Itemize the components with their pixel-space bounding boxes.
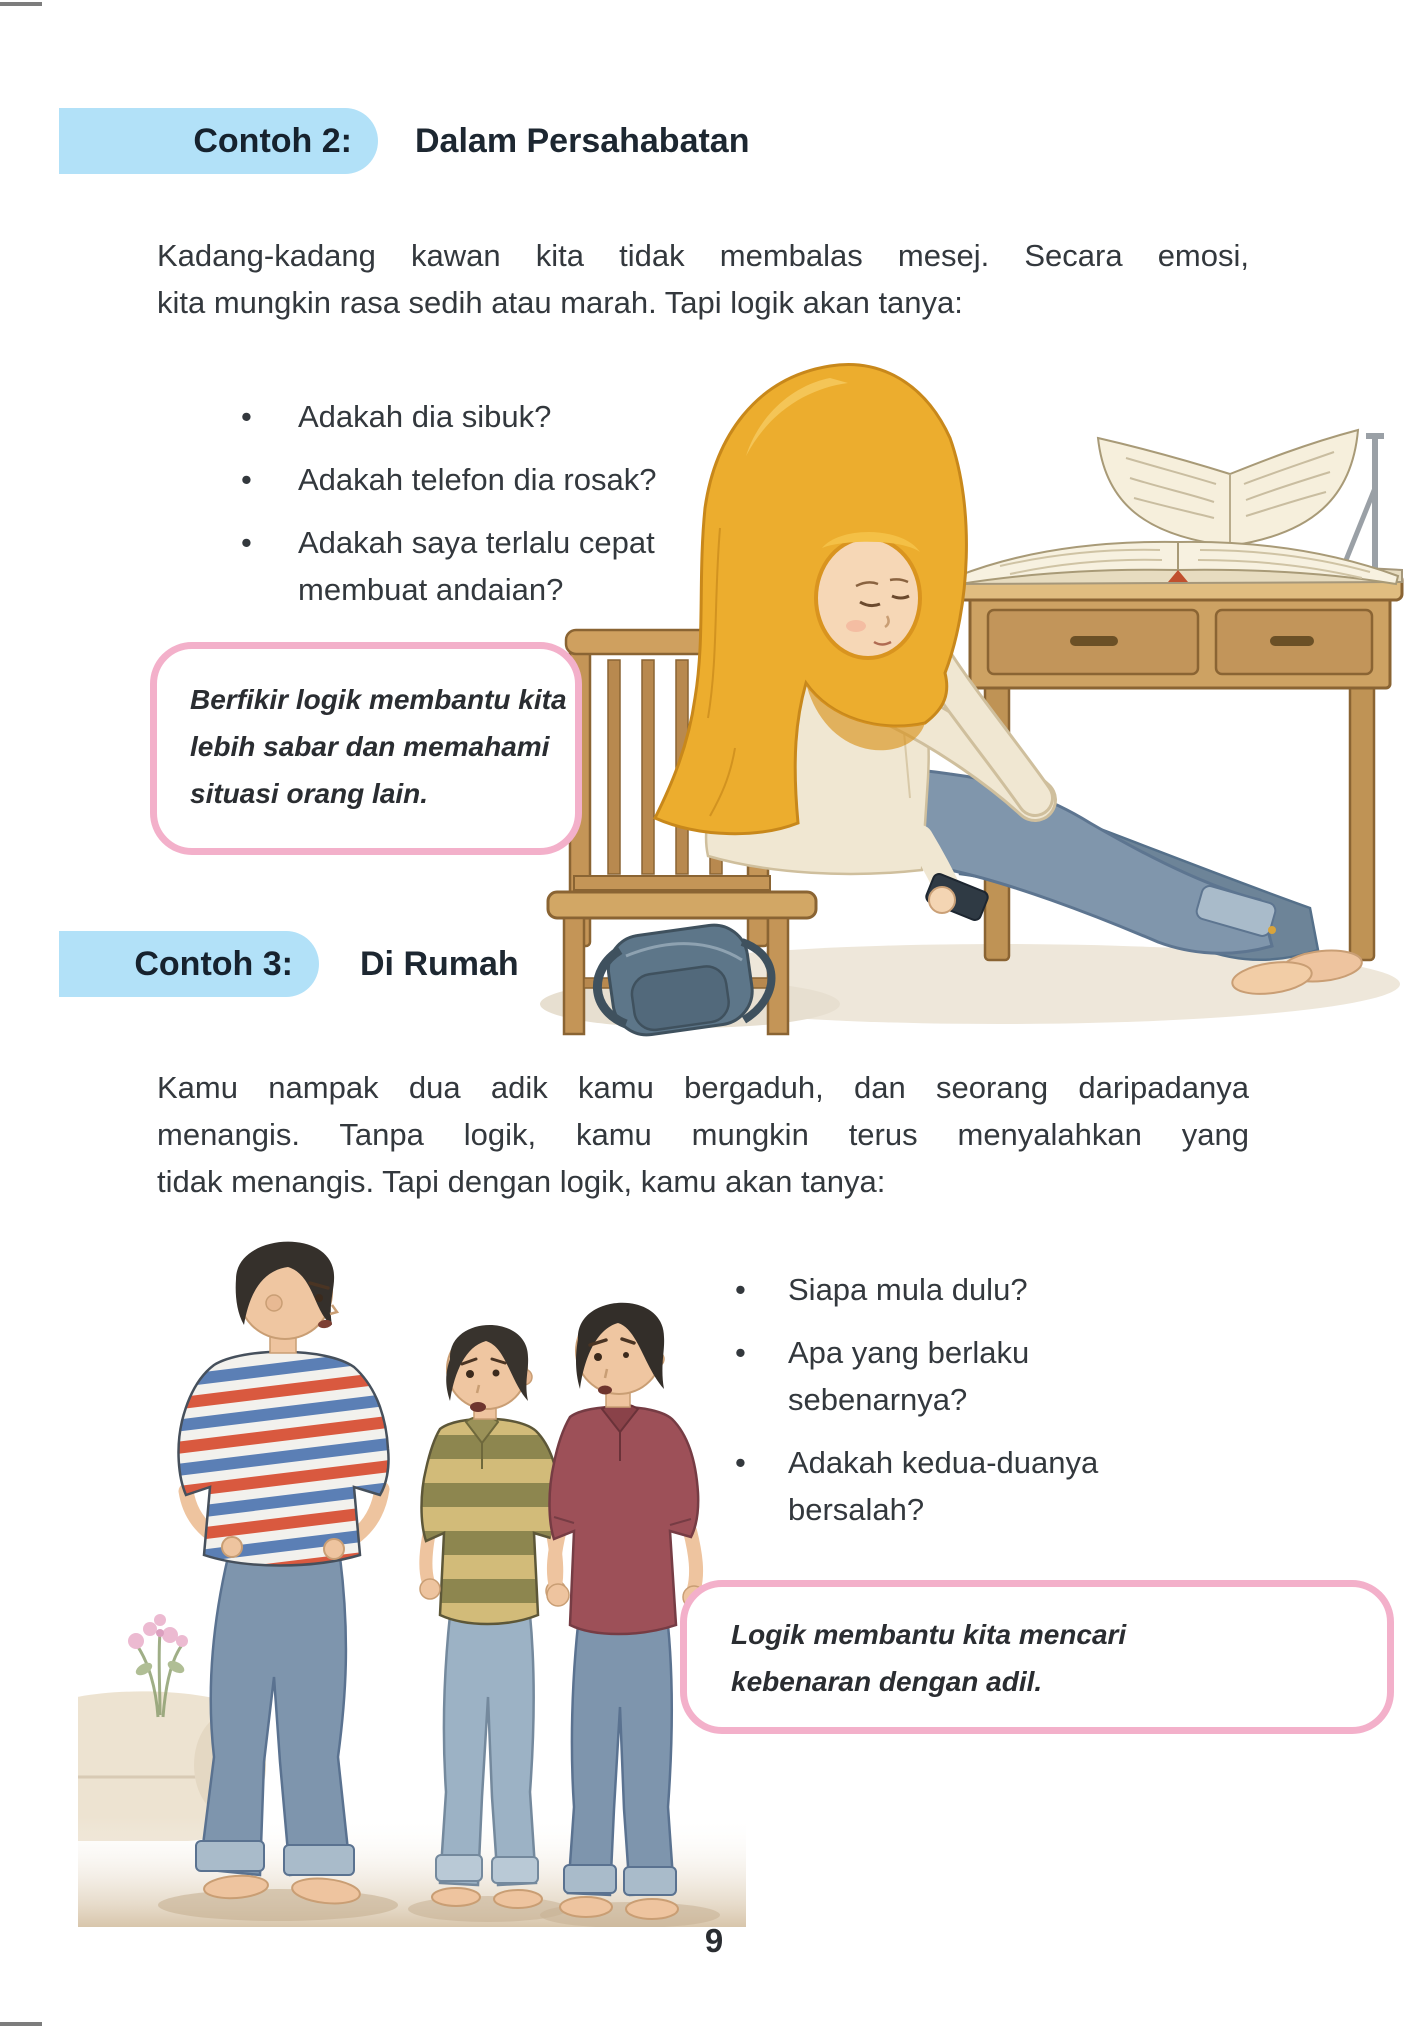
- paragraph-line: Kamu nampak dua adik kamu bergaduh, dan seorang daripadanya: [157, 1070, 1249, 1105]
- list-item: • Adakah dia sibuk?: [241, 393, 711, 440]
- example3-title: Di Rumah: [360, 945, 519, 983]
- example2-callout-box: Berfikir logik membantu kita lebih sabar dan memahami situasi orang lain.: [150, 642, 582, 855]
- example3-badge: Contoh 3:: [59, 931, 319, 997]
- list-item: • Apa yang berlaku sebenarnya?: [735, 1329, 1215, 1423]
- upright-open-book: [1098, 430, 1358, 546]
- bullet-icon: •: [241, 525, 252, 560]
- example2-badge: Contoh 2:: [59, 108, 378, 174]
- example3-callout-box: Logik membantu kita mencari kebenaran dengan adil.: [680, 1580, 1394, 1734]
- list-item: • Adakah telefon dia rosak?: [241, 456, 711, 503]
- paragraph-line: Kadang-kadang kawan kita tidak membalas mesej. Secara emosi,: [157, 238, 1249, 273]
- page-number: 9: [704, 1922, 724, 1959]
- example3-paragraph: [157, 1064, 1249, 1205]
- bullet-icon: •: [241, 462, 252, 497]
- corner-mark-bottom-left: [0, 2022, 42, 2026]
- example2-bullet-list: [241, 393, 711, 629]
- bullet-icon: •: [735, 1335, 746, 1370]
- example2-title: Dalam Persahabatan: [415, 122, 750, 160]
- list-item: • Siapa mula dulu?: [735, 1266, 1215, 1313]
- paragraph-line: tidak menangis. Tapi dengan logik, kamu akan tanya:: [157, 1164, 886, 1199]
- list-item: • Adakah kedua-duanya bersalah?: [735, 1439, 1215, 1533]
- corner-mark-top-left: [0, 2, 42, 6]
- bullet-icon: •: [735, 1272, 746, 1307]
- flat-open-book: [950, 542, 1402, 584]
- paragraph-line: menangis. Tanpa logik, kamu mungkin terus menyalahkan yang: [157, 1117, 1249, 1152]
- backpack: [597, 921, 771, 1040]
- list-item: • Adakah saya terlalu cepat membuat andaian?: [241, 519, 711, 613]
- illustration-three-boys: [78, 1217, 746, 1927]
- bullet-icon: •: [241, 399, 252, 434]
- bullet-icon: •: [735, 1445, 746, 1480]
- paragraph-line: kita mungkin rasa sedih atau marah. Tapi logik akan tanya:: [157, 285, 963, 320]
- example3-bullet-list: [735, 1266, 1215, 1549]
